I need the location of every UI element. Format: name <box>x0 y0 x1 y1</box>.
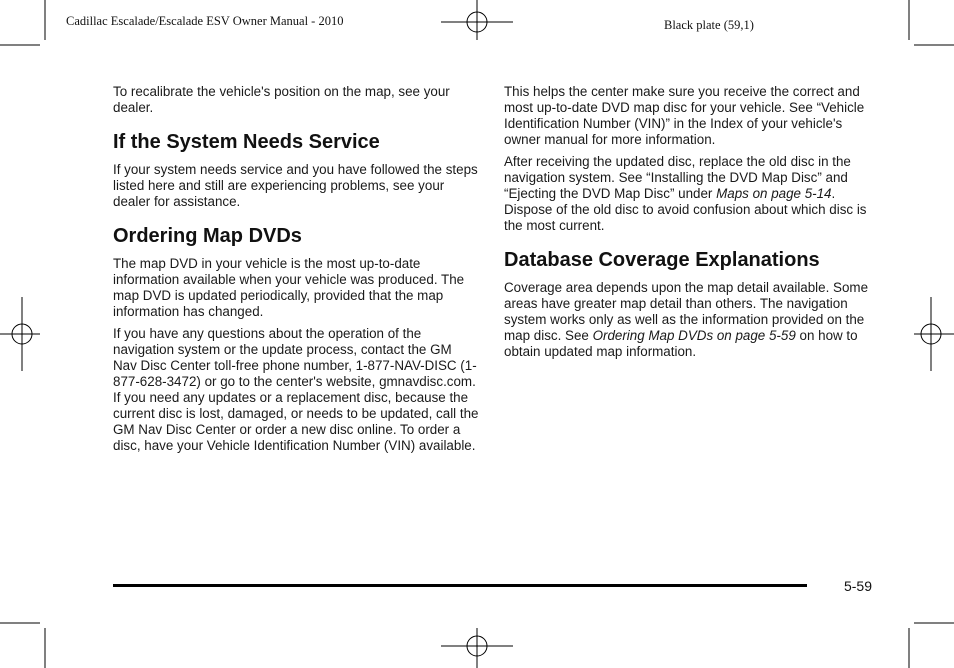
ordering-heading: Ordering Map DVDs <box>113 225 302 247</box>
coverage-paragraph <box>504 280 870 360</box>
ordering-paragraph-2: If you have any questions about the operation of the navigation system or the update process, contact the GM Nav Disc Center toll-free phone number, 1-877-NAV-DISC (1-877-628-3472) or go to the center's website, gmnavdisc.com. If you need any updates or a replacement disc, because the current disc is lost, damaged, or needs to be updated, call the GM Nav Disc Center or order a new disc online. To order a disc, have your Vehicle Identification Number (VIN) available. <box>113 326 479 453</box>
coverage-heading: Database Coverage Explanations <box>504 249 820 271</box>
right-column <box>504 84 870 366</box>
intro-paragraph: To recalibrate the vehicle's position on the map, see your dealer. <box>113 84 450 115</box>
manual-title: Cadillac Escalade/Escalade ESV Owner Manual - 2010 <box>66 14 344 28</box>
footer-rule <box>113 584 807 587</box>
ordering-paragraph-1: The map DVD in your vehicle is the most up-to-date information available when your vehicle was produced. The map DVD is updated periodically, provided that the map information has changed. <box>113 256 465 319</box>
after-paragraph <box>504 154 870 234</box>
service-paragraph: If your system needs service and you have followed the steps listed here and still are experiencing problems, see your dealer for assistance. <box>113 162 478 209</box>
maps-reference: Maps on page 5-14 <box>716 186 832 201</box>
ordering-reference: Ordering Map DVDs on page 5-59 <box>592 328 796 343</box>
coverage-text-post: on how to obtain updated map information. <box>504 328 858 359</box>
helps-paragraph: This helps the center make sure you receive the correct and most up-to-date DVD map disc for your vehicle. See “Vehicle Identification Number (VIN)” in the Index of your vehicle's owner manual for more information. <box>504 84 865 147</box>
service-heading: If the System Needs Service <box>113 131 380 153</box>
after-text-pre: After receiving the updated disc, replace the old disc in the navigation system. See “Installing the DVD Map Disc” and “Ejecting the DVD Map Disc” under <box>504 154 851 201</box>
plate-label: Black plate (59,1) <box>664 18 754 32</box>
page-number: 5-59 <box>843 578 872 594</box>
coverage-text-pre: Coverage area depends upon the map detail available. Some areas have greater map detail than others. The navigation system works only as well as the information provided on the map disc. See <box>504 280 869 343</box>
left-column <box>113 84 479 460</box>
after-text-post: . Dispose of the old disc to avoid confusion about which disc is the most current. <box>504 186 867 233</box>
